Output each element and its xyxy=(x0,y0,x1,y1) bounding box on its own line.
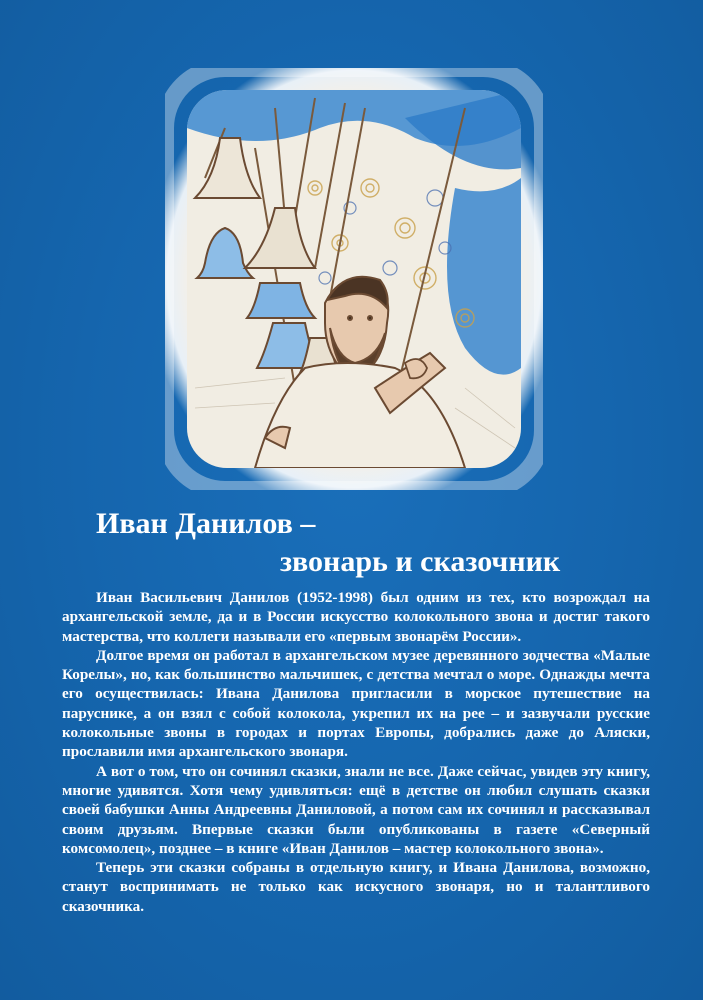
bell-ringer-illustration xyxy=(165,68,543,490)
title-line-1: Иван Данилов – xyxy=(96,507,316,540)
paragraph: Теперь эти сказки собраны в отдельную книгу, и Ивана Данилова, возможно, станут воспринимать не только как искусного звонаря, но и талантливого сказочника. xyxy=(62,859,650,915)
paragraph: Долгое время он работал в архангельском музее деревянного зодчества «Малые Корелы», но, как большинство мальчишек, с детства мечтал о море. Однажды мечта его осуществилась: Ивана Данилова пригласили в морское путешествие на паруснике, а он взял с собой колокола, укрепил их на рее – и зазвучали русские колокольные звоны в городах и портах Европы, добрались даже до Аляски, прославили имя архангельского звонаря. xyxy=(62,646,650,761)
article-body xyxy=(62,588,650,916)
bell-ringer-illustration-icon xyxy=(165,68,543,490)
paragraph: Иван Васильевич Данилов (1952-1998) был одним из тех, кто возрождал на архангельской земле, да и в России искусство колокольного звона и достиг такого мастерства, что коллеги называли его «первым звонарём России». xyxy=(62,589,650,645)
title-line-2: звонарь и сказочник xyxy=(280,545,561,578)
paragraph: А вот о том, что он сочинял сказки, знали не все. Даже сейчас, увидев эту книгу, многие удивятся. Хотя чему удивляться: ещё в детстве он любил слушать сказки своей бабушки Анны Андреевны Даниловой, а потом сам их сочинял и рассказывал своим друзьям. Впервые сказки были опубликованы в газете «Северный комсомолец», позднее – в книге «Иван Данилов – мастер колокольного звона». xyxy=(62,762,650,857)
